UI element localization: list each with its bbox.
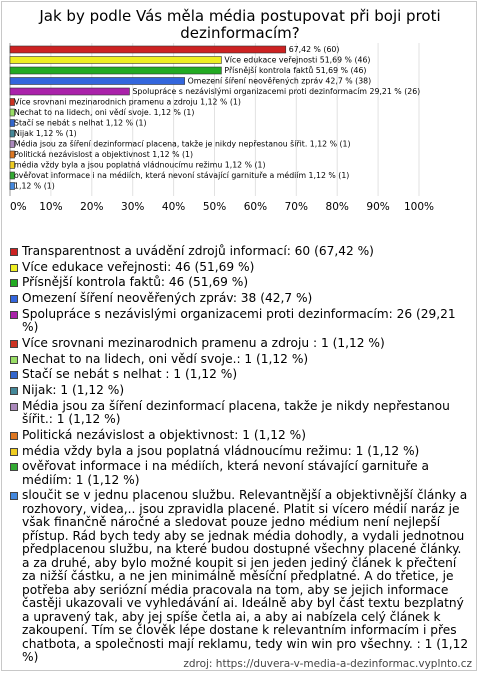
- x-tick-label: 40%: [161, 201, 186, 213]
- legend-item: [10, 384, 472, 398]
- legend-swatch: [10, 387, 18, 395]
- legend-label: Více srovnani mezinarodnich pramenu a zdroju : 1 (1,12 %): [22, 335, 385, 350]
- legend-swatch: [10, 371, 18, 379]
- legend-swatch: [10, 340, 18, 348]
- legend-item: [10, 400, 472, 427]
- bar-label: Média jsou za šíření dezinformací placena, takže je nikdy nepřestanou šířit. 1,12 % (1): [14, 139, 351, 149]
- bar-label: 67,42 % (60): [288, 45, 340, 55]
- legend-label: média vždy byla a jsou poplatná vládnoucímu režimu: 1 (1,12 %): [22, 443, 420, 458]
- legend-item: [10, 489, 472, 665]
- legend-swatch: [10, 295, 18, 303]
- legend-swatch: [10, 311, 18, 319]
- legend-label: Politická nezávislost a objektivnost: 1 (1,12 %): [22, 427, 306, 442]
- bar-label: Politická nezávislost a objektivnost 1,12 % (1): [14, 150, 194, 160]
- legend-swatch: [10, 279, 18, 287]
- legend-label: Média jsou za šíření dezinformací placena, takže je nikdy nepřestanou šířit.: 1 (1,12 %): [22, 398, 450, 427]
- legend-item: [10, 460, 472, 487]
- legend-item: [10, 337, 472, 351]
- legend-swatch: [10, 403, 18, 411]
- bar-label: Spolupráce s nezávislými organizacemi proti dezinformacím 29,21 % (26): [132, 87, 421, 97]
- bar-label: Více edukace veřejnosti 51,69 % (46): [224, 55, 371, 65]
- legend-label: Omezení šíření neověřených zpráv: 38 (42,7 %): [22, 291, 313, 306]
- legend-label: Spolupráce s nezávislými organizacemi proti dezinformacím: 26 (29,21 %): [22, 306, 456, 335]
- bar-label: Nijak 1,12 % (1): [14, 129, 77, 139]
- legend-item: [10, 292, 472, 306]
- x-tick-label: 30%: [121, 201, 145, 213]
- legend-label: Přísnější kontrola faktů: 46 (51,69 %): [22, 275, 249, 290]
- bar: [10, 88, 129, 95]
- x-tick-label: 70%: [284, 201, 308, 213]
- bar-label: Více srovnani mezinarodnich pramenu a zdroju 1,12 % (1): [14, 97, 241, 107]
- legend-swatch: [10, 356, 18, 364]
- legend-swatch: [10, 463, 18, 471]
- legend-swatch: [10, 448, 18, 456]
- x-tick-label: 0%: [10, 201, 27, 213]
- x-tick-label: 60%: [243, 201, 268, 213]
- x-tick-label: 20%: [80, 201, 104, 213]
- legend-label: Více edukace veřejnosti: 46 (51,69 %): [22, 259, 255, 274]
- bar: [10, 67, 221, 74]
- legend-label: Stačí se nebát s nelhat : 1 (1,12 %): [22, 367, 238, 382]
- bar: [10, 57, 221, 64]
- legend-item: [10, 368, 472, 382]
- legend-swatch: [10, 264, 18, 272]
- x-tick-label: 90%: [366, 201, 390, 213]
- x-tick-label: 100%: [403, 201, 435, 213]
- bar-chart: [0, 0, 480, 245]
- bar-label: Přísnější kontrola faktů 51,69 % (46): [224, 66, 367, 76]
- bar-label: ověřovat informace i na médiích, která nevoní stávající garnituře a médiím 1,12 % (1): [14, 171, 350, 181]
- legend-swatch: [10, 432, 18, 440]
- legend-item: [10, 245, 472, 259]
- bar-label: Omezení šíření neověřených zpráv 42,7 % (38): [187, 76, 372, 86]
- legend: [10, 245, 472, 667]
- legend-item: [10, 276, 472, 290]
- bar-label: 1,12 % (1): [14, 181, 55, 191]
- legend-label: sloučit se v jednu placenou službu. Relevantnější a objektivnější články a rozhovory, videa,.. jsou zpravidla placené. Platit si vícero médií naráz je však finančně náročné a sledovat pouze jedno médium není nejlepší přístup. Rád bych tedy aby se jednak média dohodly, a vydali jednotnou předplacenou službu, na které budou dostupné všechny placené články. a za druhé, aby bylo možné koupit si jen jeden jediný článek k přečtení za nižší částku, a ne jen minimálně měsíční předplatné. A do třetice, je potřeba aby seriózní média pracovala na tom, aby se jejich informace častěji ukazovali ve vyhledávání ai. Ideálně aby byl část textu bezplatný a upravený tak, aby jej spíše četla ai, a aby ai nabízela celý článek k zakoupení. Tím se člověk lépe dostane k relevantním informacím i přes chatbota, a společnosti mají reklamu, tedy win win pro všechny. : 1 (1,12 %): [22, 488, 469, 665]
- bar: [10, 46, 286, 53]
- legend-item: [10, 308, 472, 335]
- legend-label: ověřovat informace i na médiích, která nevoní stávající garnituře a médiím: 1 (1,12 %): [22, 459, 429, 487]
- chart-title: Jak by podle Vás měla média postupovat při boji proti dezinformacím?: [39, 7, 441, 42]
- bar-label: Stačí se nebát s nelhat 1,12 % (1): [14, 118, 147, 128]
- legend-label: Transparentnost a uvádění zdrojů informací: 60 (67,42 %): [22, 244, 374, 258]
- x-tick-label: 10%: [39, 201, 63, 213]
- source-note: zdroj: https://duvera-v-media-a-dezinformac.vyplnto.cz: [183, 658, 472, 670]
- legend-label: Nijak: 1 (1,12 %): [22, 383, 125, 397]
- legend-item: [10, 445, 472, 459]
- bar-label: Nechat to na lidech, oni vědí svoje. 1,12 % (1): [14, 108, 195, 118]
- legend-swatch: [10, 248, 18, 256]
- legend-item: [10, 261, 472, 275]
- legend-item: [10, 353, 472, 367]
- x-tick-label: 50%: [202, 201, 227, 213]
- legend-item: [10, 429, 472, 443]
- legend-label: Nechat to na lidech, oni vědí svoje.: 1 (1,12 %): [22, 351, 309, 366]
- legend-swatch: [10, 492, 18, 500]
- bar-label: média vždy byla a jsou poplatná vládnoucímu režimu 1,12 % (1): [14, 160, 266, 170]
- bar: [10, 78, 185, 85]
- x-tick-label: 80%: [325, 201, 349, 213]
